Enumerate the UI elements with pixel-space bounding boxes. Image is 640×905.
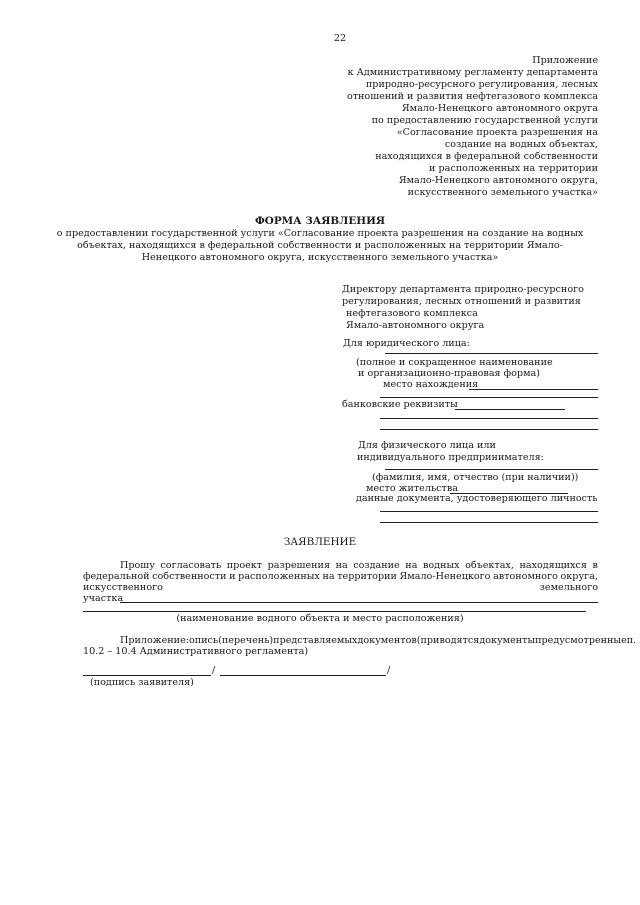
word: Приложение: xyxy=(120,635,189,646)
statement-title: ЗАЯВЛЕНИЕ xyxy=(283,536,357,548)
addressee-line: Директору департамента природно-ресурсного xyxy=(342,284,584,295)
document-field[interactable] xyxy=(380,511,598,512)
attachment-line-1 xyxy=(120,635,637,646)
word: представляемых xyxy=(273,635,358,646)
annex-line: Ямало-Ненецкого автономного округа xyxy=(401,103,598,114)
residence-label: место жительства xyxy=(366,483,458,494)
word: документов xyxy=(357,635,417,646)
form-subtitle-line: объектах, находящихся в федеральной собственности и расположенных на территории Ямало- xyxy=(77,240,563,251)
statement-line-3-right: земельного xyxy=(539,582,598,593)
word: территории xyxy=(337,571,397,582)
annex-line: и расположенных на территории xyxy=(429,163,598,174)
annex-line: создание на водных объектах, xyxy=(444,139,598,150)
word: (приводятся xyxy=(416,635,480,646)
word: (перечень) xyxy=(218,635,274,646)
signature-separator: / xyxy=(212,665,216,676)
individual-name-field[interactable] xyxy=(385,469,598,470)
word: создание xyxy=(353,560,400,571)
word: водных xyxy=(422,560,460,571)
word: Ямало-Ненецкого xyxy=(399,571,491,582)
word: предусмотренные xyxy=(535,635,627,646)
word: федеральной xyxy=(83,571,150,582)
word: согласовать xyxy=(160,560,222,571)
word: на xyxy=(322,571,335,582)
word: на xyxy=(405,560,418,571)
signature-name-field[interactable] xyxy=(220,675,386,676)
annex-line: «Согласование проекта разрешения на xyxy=(396,127,598,138)
land-plot-field[interactable] xyxy=(120,602,598,603)
word: документы xyxy=(479,635,536,646)
document-field-2[interactable] xyxy=(380,522,598,523)
statement-line-4: участка xyxy=(83,593,124,604)
individual-name-hint: (фамилия, имя, отчество (при наличии)) xyxy=(372,472,579,483)
word: расположенных xyxy=(238,571,320,582)
document-label: данные документа, удостоверяющего личность xyxy=(356,493,598,504)
location-field-2[interactable] xyxy=(380,397,598,398)
addressee-line: нефтегазового комплекса xyxy=(346,308,478,319)
bank-details-field[interactable] xyxy=(455,409,565,410)
legal-name-hint: и организационно-правовая форма) xyxy=(358,368,541,379)
bank-details-field-3[interactable] xyxy=(380,429,598,430)
annex-line: по предоставлению государственной услуги xyxy=(371,115,598,126)
word: объектах, xyxy=(465,560,514,571)
legal-entity-label: Для юридического лица: xyxy=(343,338,470,349)
individual-label: Для физического лица или xyxy=(358,440,496,451)
statement-line-1 xyxy=(120,561,598,571)
addressee-line: регулирования, лесных отношений и развития xyxy=(342,296,581,307)
annex-line: Приложение xyxy=(532,55,598,66)
annex-line: искусственного земельного участка» xyxy=(407,187,598,198)
word: округа, xyxy=(560,571,598,582)
individual-label: индивидуального предпринимателя: xyxy=(357,452,544,463)
word: опись xyxy=(188,635,219,646)
word: разрешения xyxy=(267,560,330,571)
word: в xyxy=(592,560,598,571)
word: проект xyxy=(226,560,263,571)
location-field[interactable] xyxy=(469,389,598,390)
water-object-hint: (наименование водного объекта и место расположения) xyxy=(176,613,464,624)
attachment-line-2: 10.2 – 10.4 Административного регламента) xyxy=(83,646,309,657)
bank-details-label: банковские реквизиты xyxy=(342,399,458,410)
location-label: место нахождения xyxy=(383,379,479,390)
annex-line: находящихся в федеральной собственности xyxy=(375,151,598,162)
form-title: ФОРМА ЗАЯВЛЕНИЯ xyxy=(254,215,386,227)
annex-line: природно-ресурсного регулирования, лесных xyxy=(365,79,598,90)
statement-line-2 xyxy=(83,572,598,582)
page-number: 22 xyxy=(333,33,347,44)
word: Прошу xyxy=(120,560,155,571)
signature-separator: / xyxy=(387,665,391,676)
word: собственности xyxy=(152,571,227,582)
form-subtitle-line: Ненецкого автономного округа, искусственного земельного участка» xyxy=(141,252,499,263)
legal-name-field[interactable] xyxy=(385,353,598,354)
annex-line: Ямало-Ненецкого автономного округа, xyxy=(398,175,598,186)
annex-line: отношений и развития нефтегазового комплекса xyxy=(346,91,598,102)
bank-details-field-2[interactable] xyxy=(380,418,598,419)
statement-line-3-left: искусственного xyxy=(83,582,163,593)
signature-field[interactable] xyxy=(83,675,211,676)
water-object-field[interactable] xyxy=(83,611,586,612)
addressee-line: Ямало-автономного округа xyxy=(346,320,485,331)
word: и xyxy=(229,571,236,582)
word: находящихся xyxy=(519,560,587,571)
legal-name-hint: (полное и сокращенное наименование xyxy=(356,357,553,368)
annex-line: к Административному регламенту департамента xyxy=(347,67,598,78)
word: п. xyxy=(626,635,637,646)
word: на xyxy=(335,560,348,571)
word: автономного xyxy=(493,571,558,582)
signature-hint: (подпись заявителя) xyxy=(90,677,194,688)
form-subtitle-line: о предоставлении государственной услуги «Согласование проекта разрешения на создание на водных xyxy=(56,228,584,239)
